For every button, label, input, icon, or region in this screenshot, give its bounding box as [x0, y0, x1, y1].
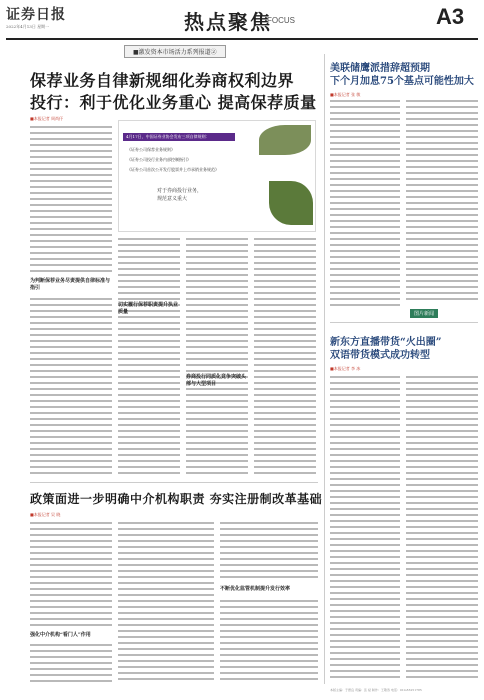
page-footer: 本版主编：于德良 责编：张 斌 制作：王敬涛 电话：010-83251785	[330, 688, 422, 692]
editor-tag: 图片新闻	[410, 309, 438, 318]
main-col4-text	[254, 238, 316, 476]
right-mid-headline-line2: 双语带货模式成功转型	[330, 350, 430, 361]
main-headline[interactable]	[30, 70, 317, 114]
bottom-byline: ■本报记者 吴 晓	[30, 512, 61, 517]
newspaper-logo: 证券日报	[6, 7, 66, 23]
right-mid-headline[interactable]	[330, 336, 442, 362]
bottom-col3-b	[220, 600, 318, 686]
right-top-headline-line2: 下个月加息75个基点可能性加大	[330, 76, 474, 87]
box-item-2: 《证券公司投行业务内部控制指引》	[127, 157, 191, 162]
main-col1-text	[30, 126, 112, 276]
page-header	[0, 0, 484, 40]
box-item-3: 《证券公司首次公开发行股票并上市承销业务规范》	[127, 167, 219, 172]
bottom-headline[interactable]: 政策面进一步明确中介机构职责 夯实注册制改革基础	[30, 492, 323, 506]
right-divider	[330, 322, 478, 323]
right-top-headline[interactable]	[330, 62, 474, 88]
bottom-col3	[220, 522, 318, 586]
section-title: 热点聚焦	[184, 10, 272, 34]
box-quote-line2: 规范意义重大	[157, 196, 188, 202]
right-mid-headline-line1: 新东方直播带货“火出圈”	[330, 337, 442, 348]
section-en: FOCUS	[267, 16, 295, 25]
main-col3-text	[186, 238, 248, 476]
main-headline-line1: 保荐业务自律新规细化券商权利边界	[30, 71, 295, 90]
main-headline-line2: 投行：利于优化业务重心 提高保荐质量	[30, 93, 317, 112]
main-subhead-1: 为判断保荐业务尽责提供自律标准与指引	[30, 278, 111, 291]
series-tag: ■激发资本市场活力系列报道②	[124, 45, 226, 58]
bottom-divider	[30, 482, 318, 483]
bottom-col1	[30, 522, 112, 630]
main-col1-text-2	[30, 298, 112, 476]
box-quote-line1: 对于券商投行业务，	[157, 188, 203, 194]
bottom-subhead-1: 强化中介机构“看门人”作用	[30, 632, 91, 638]
right-top-byline: ■本报记者 张 敏	[330, 92, 361, 97]
right-top-col1	[330, 100, 400, 308]
right-mid-col2	[406, 376, 478, 682]
leaf-decoration	[269, 181, 313, 225]
right-mid-col1	[330, 376, 400, 682]
header-rule	[6, 38, 478, 40]
page-number: A3	[436, 4, 465, 29]
issue-date: 2022年4月13日 星期一	[6, 24, 50, 29]
rules-info-box	[118, 120, 316, 232]
column-divider	[324, 54, 325, 684]
leaf-decoration	[259, 125, 311, 155]
main-subhead-3: 券商投行同质化竞争突破头部与大型项目	[186, 374, 247, 387]
bottom-subhead-2: 不断优化监管机制提升发行效率	[220, 586, 291, 592]
bottom-col1-b	[30, 644, 112, 686]
main-byline: ■本报记者 周尚伃	[30, 116, 64, 121]
bottom-col2	[118, 522, 214, 686]
main-col2-text	[118, 238, 180, 476]
right-top-col2	[406, 100, 478, 304]
right-top-headline-line1: 美联储鹰派措辞超预期	[330, 63, 430, 74]
main-subhead-2: 切实履行保荐职责提升执业质量	[118, 302, 179, 315]
box-quote	[157, 187, 202, 203]
right-mid-byline: ■本报记者 李 冰	[330, 366, 361, 371]
box-banner: 4月17日，中国证券业协会发布三项自律规则：	[123, 133, 235, 141]
box-item-1: 《证券公司保荐业务规则》	[127, 147, 175, 152]
